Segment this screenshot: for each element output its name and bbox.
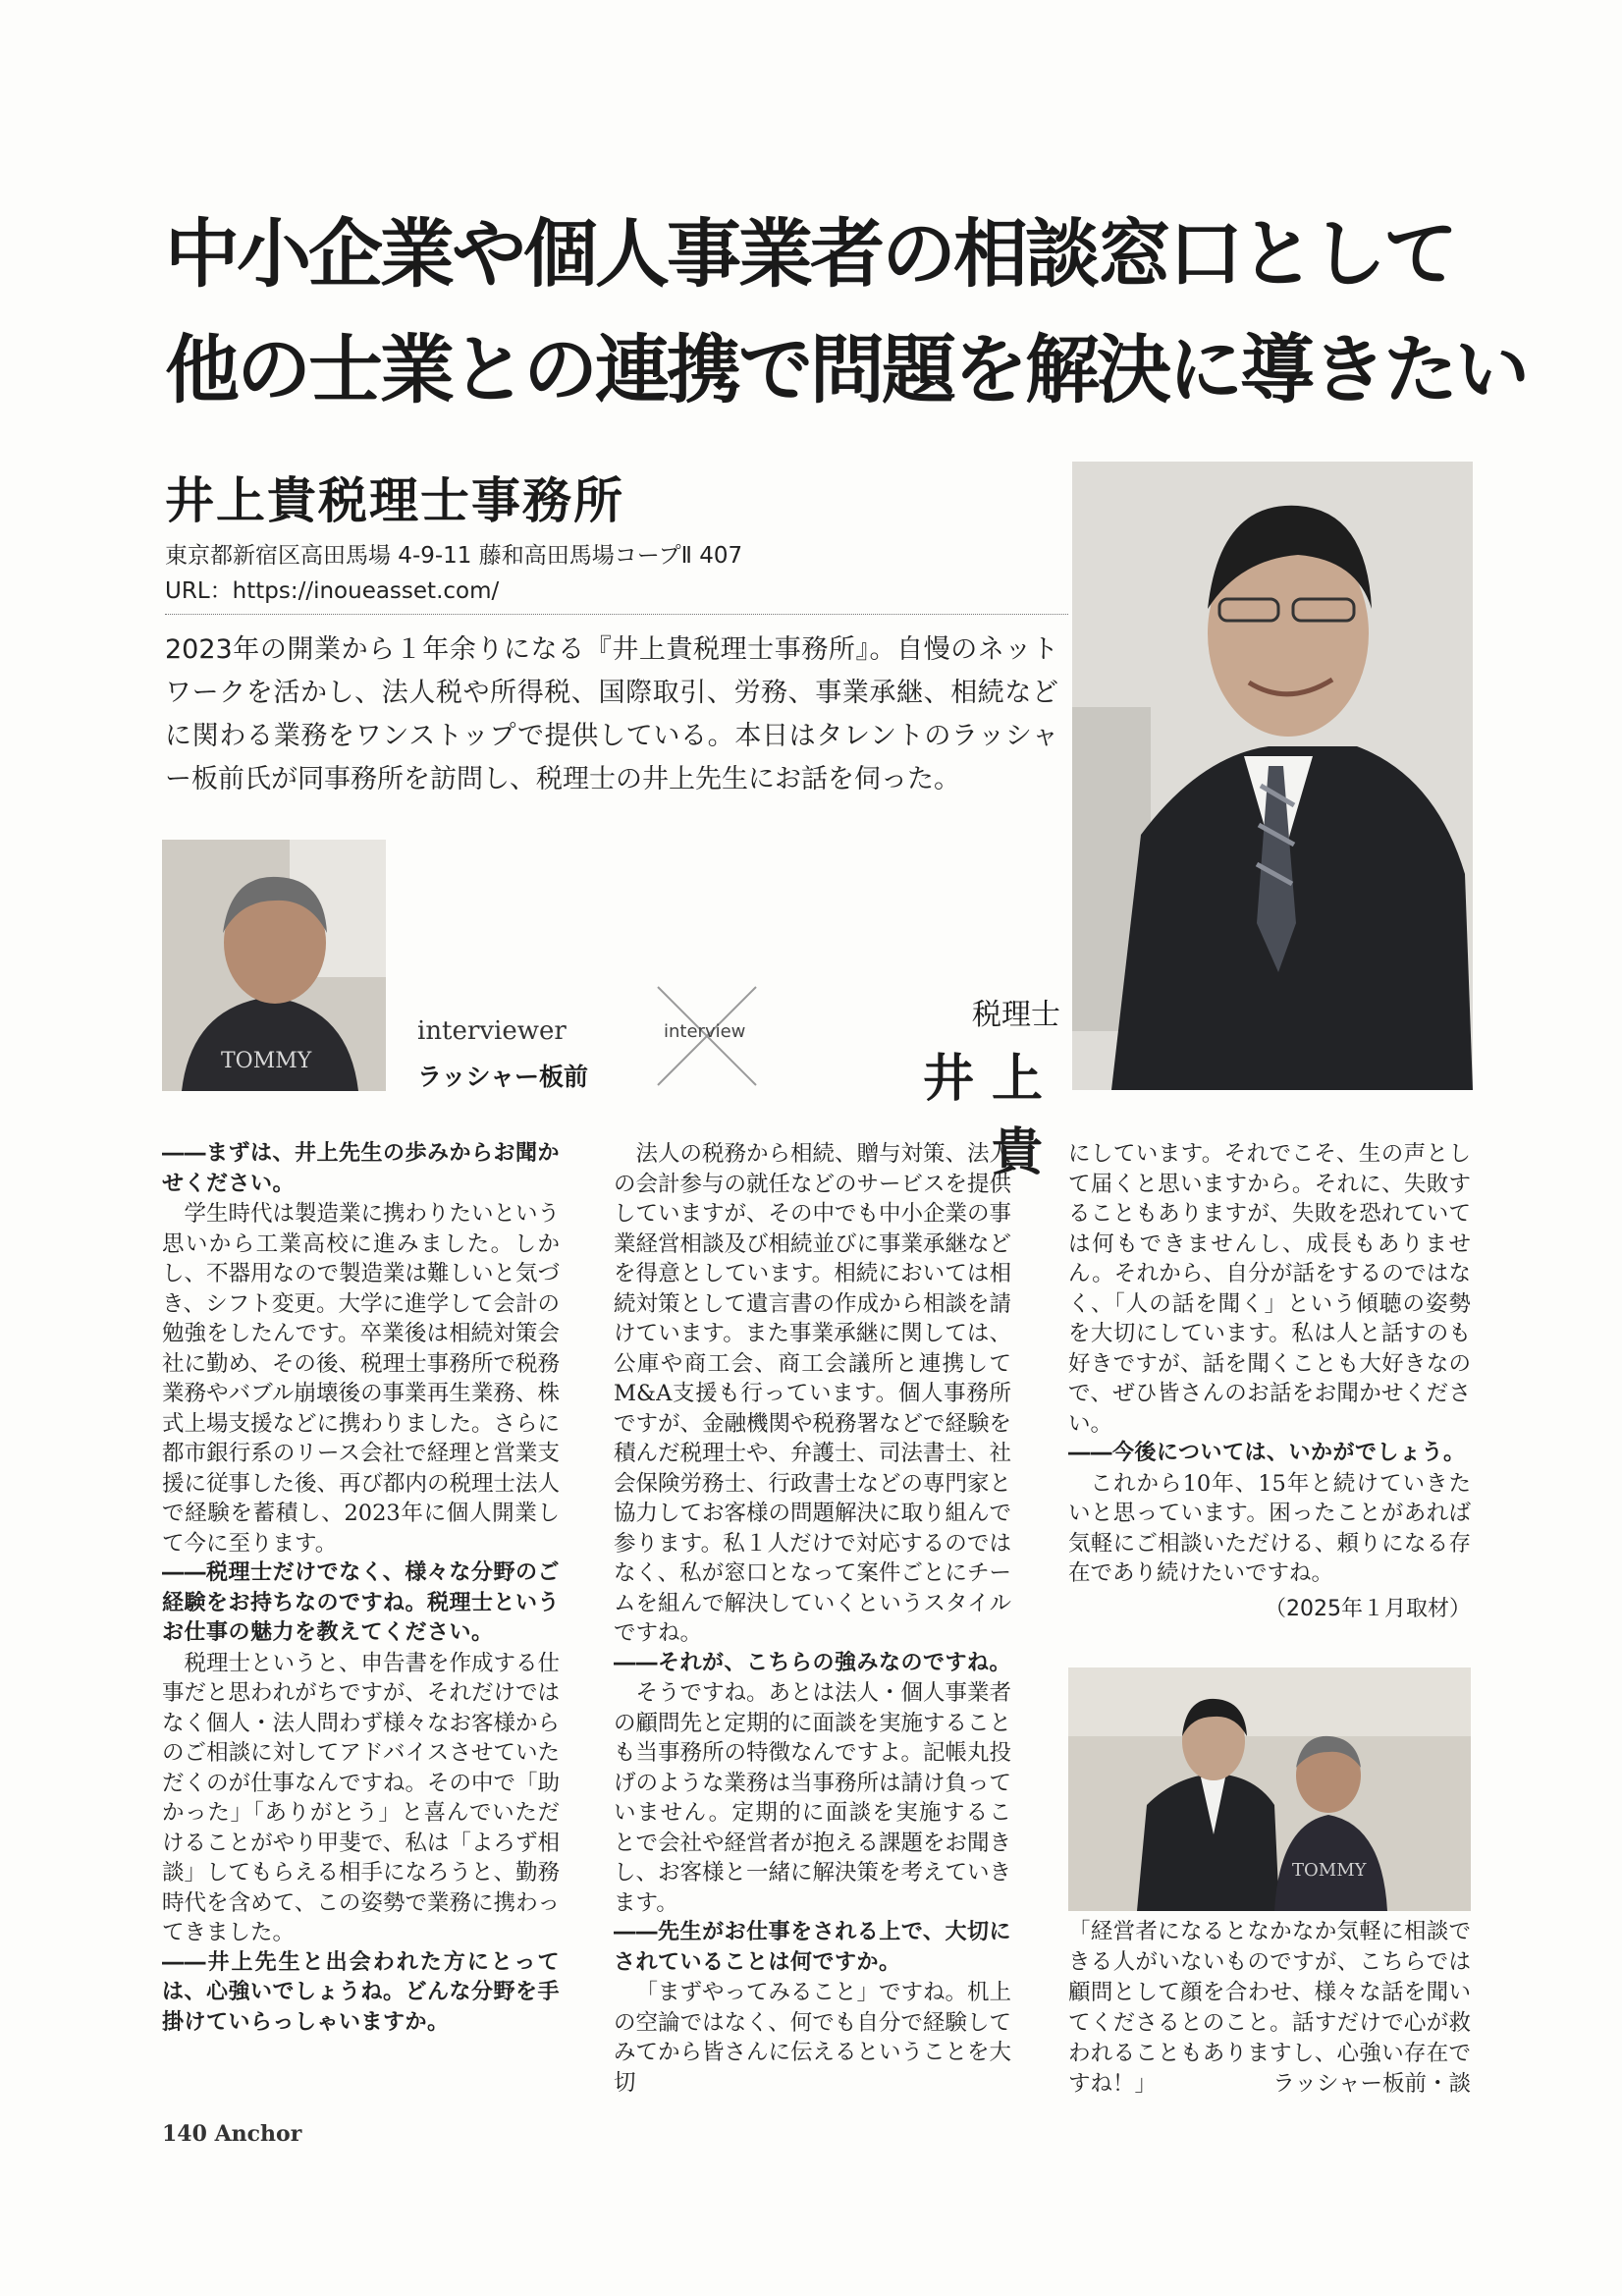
tax-accountant-illustration <box>1072 462 1473 1090</box>
interviewer-photo <box>162 840 386 1091</box>
interviewer-illustration <box>162 840 386 1091</box>
tax-accountant-name: 井上 貴 <box>922 1050 1060 1182</box>
answer: これから10年、15年と続けていきたいと思っています。困ったことがあれば気軽にご相談いただける、頼りになる存在であり続けたいですね。 <box>1068 1470 1471 1586</box>
page-folio: 140 Anchor <box>162 2121 302 2147</box>
question: ――それが、こちらの強みなのですね。 <box>614 1650 1012 1675</box>
lead-paragraph: 2023年の開業から１年余りになる『井上貴税理士事務所』。自慢のネットワークを活かし、法人税や所得税、国際取引、労務、事業承継、相続などに関わる業務をワンストップで提供している。本日はタレントのラッシャー板前氏が同事務所を訪問し、税理士の井上先生にお話を伺った。 <box>165 634 1058 794</box>
body-column-3 <box>1068 1139 1471 1624</box>
answer: そうですね。あとは法人・個人事業者の顧問先と定期的に面談を実施することも当事務所の特徴なんですよ。記帳丸投げのような業務は当事務所は請け負っていません。定期的に面談を実施することで会社や経営者が抱える課題をお聞きし、お客様と一緒に解決策を考えていきます。 <box>614 1680 1012 1916</box>
answer: 学生時代は製造業に携わりたいという思いから工業高校に進みました。しかし、不器用なので製造業は難しいと気づき、シフト変更。大学に進学して会計の勉強をしたんです。卒業後は相続対策会社に勤め、その後、税理士事務所で税務業務やバブル崩壊後の事業再生業務、株式上場支援などに携わりました。さらに都市銀行系のリース会社で経理と営業支援に従事した後、再び都内の税理士法人で経験を蓄積し、2023年に個人開業して今に至ります。 <box>162 1201 561 1557</box>
two-person-illustration <box>1068 1667 1471 1911</box>
body-column-1 <box>162 1139 560 2038</box>
svg-text:TOMMY: TOMMY <box>1292 1860 1367 1881</box>
caption-signature: ラッシャー板前・談 <box>1272 2071 1471 2097</box>
question: ――今後については、いかがでしょう。 <box>1068 1441 1466 1465</box>
office-name: 井上貴税理士事務所 <box>165 472 624 529</box>
svg-text:TOMMY: TOMMY <box>221 1049 312 1073</box>
divider <box>165 614 1068 615</box>
question: ――井上先生と出会われた方にとっては、心強いでしょうね。どんな分野を手掛けていらっしゃいますか。 <box>162 1949 561 2035</box>
office-address: 東京都新宿区高田馬場 4-9-11 藤和高田馬場コープⅡ 407 <box>165 543 743 569</box>
interviewer-credit <box>417 1016 588 1093</box>
office-info <box>165 538 742 609</box>
body-column-2 <box>614 1139 1011 2098</box>
tax-accountant-role: 税理士 <box>972 998 1060 1032</box>
interview-date: （2025年１月取材） <box>1265 1596 1471 1621</box>
interviewer-name: ラッシャー板前 <box>417 1063 589 1091</box>
question: ――まずは、井上先生の歩みからお聞かせください。 <box>162 1141 561 1196</box>
headline-line-2: 他の士業との連携で問題を解決に導きたい <box>165 326 1527 413</box>
caption-text: 「経営者になるとなかなか気軽に相談できる人がいないものですが、こちらでは顧問として顔を合わせ、様々な話を聞いてくださるとのこと。話すだけで心が救われることもありますし、心強い存在ですね！」 <box>1068 1919 1471 2097</box>
two-person-photo <box>1068 1667 1471 1911</box>
question: ――先生がお仕事をされる上で、大切にされていることは何ですか。 <box>614 1920 1011 1975</box>
answer: 法人の税務から相続、贈与対策、法人の会計参与の就任などのサービスを提供していますが、その中でも中小企業の事業経営相談及び相続並びに事業承継などを得意としています。相続においては相続対策として遺言書の作成から相談を請けています。また事業承継に関しては、公庫や商工会、商工会議所と連携してM&A支援も行っています。個人事務所ですが、金融機関や税務署などで経験を積んだ税理士や、弁護士、司法書士、社会保険労務士、行政書士などの専門家と協力してお客様の問題解決に取り組んで参ります。私１人だけで対応するのではなく、私が窓口となって案件ごとにチームを組んで解決していくというスタイルですね。 <box>614 1141 1012 1646</box>
answer: 税理士というと、申告書を作成する仕事だと思われがちですが、それだけではなく個人・法人問わず様々なお客様からのご相談に対してアドバイスさせていただくのが仕事なんですね。その中で「助かった」「ありがとう」と喜んでいただけることがやり甲斐で、私は「よろず相談」してもらえる相手になろうと、勤務時代を含めて、この姿勢で業務に携わってきました。 <box>162 1650 561 1945</box>
answer: 「まずやってみること」ですね。机上の空論ではなく、何でも自分で経験してみてから皆さんに伝えるということを大切 <box>614 1980 1012 2096</box>
headline <box>165 196 1527 428</box>
interviewer-role: interviewer <box>417 1016 567 1046</box>
interview-label: interview <box>664 1021 746 1042</box>
answer-continued: にしています。それでこそ、生の声として届くと思いますから。それに、失敗することもありますが、失敗を恐れていては何もできませんし、成長もありません。それから、自分が話をするのではなく、「人の話を聞く」という傾聴の姿勢を大切にしています。私は人と話すのも好きですが、話を聞くことも大好きなので、ぜひ皆さんのお話をお聞かせください。 <box>1068 1141 1471 1437</box>
office-url[interactable]: URL：https://inoueasset.com/ <box>165 578 500 604</box>
tax-accountant-photo <box>1072 462 1473 1090</box>
headline-line-1: 中小企業や個人事業者の相談窓口として <box>165 210 1455 298</box>
photo-caption <box>1068 1917 1471 2100</box>
question: ――税理士だけでなく、様々な分野のご経験をお持ちなのですね。税理士というお仕事の魅力を教えてください。 <box>162 1560 561 1645</box>
